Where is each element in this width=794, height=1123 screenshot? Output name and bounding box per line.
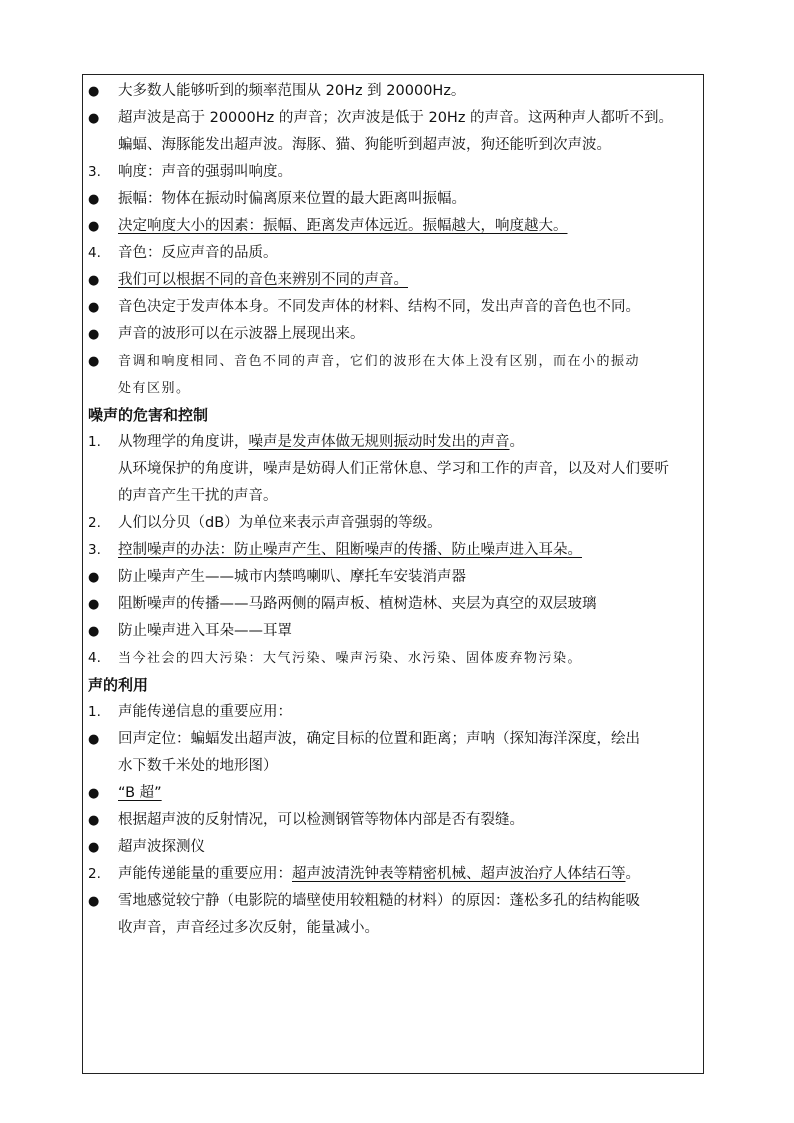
list-item [88,564,700,591]
continuation-line: 从环境保护的角度讲，噪声是妨碍人们正常休息、学习和工作的声音，以及对人们要听 [118,461,669,477]
bullet: ● [88,111,100,126]
list-item [88,726,700,753]
text: 声音的波形可以在示波器上展现出来。 [118,326,365,342]
text: 大多数人能够听到的频率范围从 20Hz 到 20000Hz。 [118,83,466,99]
continuation-line: 蝙蝠、海豚能发出超声波。海豚、猫、狗能听到超声波，狗还能听到次声波。 [118,137,611,153]
list-item [88,780,700,807]
underlined-text: “B 超” [118,785,162,801]
bullet: ● [88,192,100,207]
list-item [88,159,700,186]
text: 音色：反应声音的品质。 [118,245,278,261]
text: 人们以分贝（dB）为单位来表示声音强弱的等级。 [118,515,442,531]
number: 1. [88,434,101,450]
bullet: ● [88,813,100,828]
text: 根据超声波的反射情况，可以检测钢管等物体内部是否有裂缝。 [118,812,524,828]
list-item [88,105,700,132]
list-item [88,240,700,267]
bullet: ● [88,732,100,747]
text: 音色决定于发声体本身。不同发声体的材料、结构不同，发出声音的音色也不同。 [118,299,640,315]
bullet: ● [88,219,100,234]
text: 雪地感觉较宁静（电影院的墙壁使用较粗糙的材料）的原因：蓬松多孔的结构能吸 [118,893,640,909]
bullet: ● [88,624,100,639]
list-item [88,807,700,834]
list-item [88,267,700,294]
underlined-text: 超声波清洗钟表等精密机械、超声波治疗人体结石等 [292,866,626,882]
text: 防止噪声产生——城市内禁鸣喇叭、摩托车安装消声器 [118,569,466,585]
continuation-line: 水下数千米处的地形图） [118,758,278,774]
text: 阻断噪声的传播——马路两侧的隔声板、植树造林、夹层为真空的双层玻璃 [118,596,597,612]
list-item [88,510,700,537]
number: 3. [88,542,101,558]
list-item [88,78,700,105]
text: 振幅：物体在振动时偏离原来位置的最大距离叫振幅。 [118,191,466,207]
list-item [88,861,700,888]
underlined-text: 决定响度大小的因素：振幅、距离发声体远近。振幅越大，响度越大。 [118,218,568,234]
text: 从物理学的角度讲， [118,434,249,450]
underlined-text: 噪声是发声体做无规则振动时发出的声音 [248,434,510,450]
text: 声能传递信息的重要应用： [118,704,292,720]
section-heading: 噪声的危害和控制 [88,406,209,424]
bullet: ● [88,597,100,612]
text: 。 [625,866,640,882]
list-item [88,537,700,564]
text: 当今社会的四大污染：大气污染、噪声污染、水污染、固体废弃物污染。 [118,651,583,666]
number: 4. [88,245,101,261]
text: 响度：声音的强弱叫响度。 [118,164,292,180]
text: 超声波探测仪 [118,839,205,855]
text: 回声定位：蝙蝠发出超声波，确定目标的位置和距离；声呐（探知海洋深度，绘出 [118,731,640,747]
list-item [88,645,700,672]
section-heading: 声的利用 [88,676,149,694]
continuation-line: 收声音，声音经过多次反射，能量减小。 [118,920,379,936]
text: 声能传递能量的重要应用： [118,866,292,882]
number: 1. [88,704,101,720]
number: 4. [88,650,101,666]
underlined-text: 我们可以根据不同的音色来辨别不同的声音。 [118,272,408,288]
number: 2. [88,866,101,882]
list-item [88,888,700,915]
list-item [88,321,700,348]
bullet: ● [88,570,100,585]
document-content [88,78,700,942]
bullet: ● [88,84,100,99]
text: 音调和响度相同、音色不同的声音，它们的波形在大体上没有区别，而在小的振动 [118,354,641,369]
list-item [88,294,700,321]
number: 2. [88,515,101,531]
continuation-line: 的声音产生干扰的声音。 [118,488,278,504]
text: 防止噪声进入耳朵——耳罩 [118,623,292,639]
text: 超声波是高于 20000Hz 的声音；次声波是低于 20Hz 的声音。这两种声人都听不到。 [118,110,674,126]
list-item [88,186,700,213]
text: 。 [509,434,524,450]
number: 3. [88,164,101,180]
bullet: ● [88,354,100,369]
list-item [88,591,700,618]
bullet: ● [88,327,100,342]
underlined-text: 控制噪声的办法：防止噪声产生、阻断噪声的传播、防止噪声进入耳朵。 [118,542,582,558]
bullet: ● [88,300,100,315]
bullet: ● [88,786,100,801]
bullet: ● [88,273,100,288]
list-item [88,834,700,861]
list-item [88,699,700,726]
list-item [88,348,700,375]
bullet: ● [88,840,100,855]
list-item [88,429,700,456]
list-item [88,213,700,240]
continuation-line: 处有区别。 [118,381,191,396]
list-item [88,618,700,645]
bullet: ● [88,894,100,909]
